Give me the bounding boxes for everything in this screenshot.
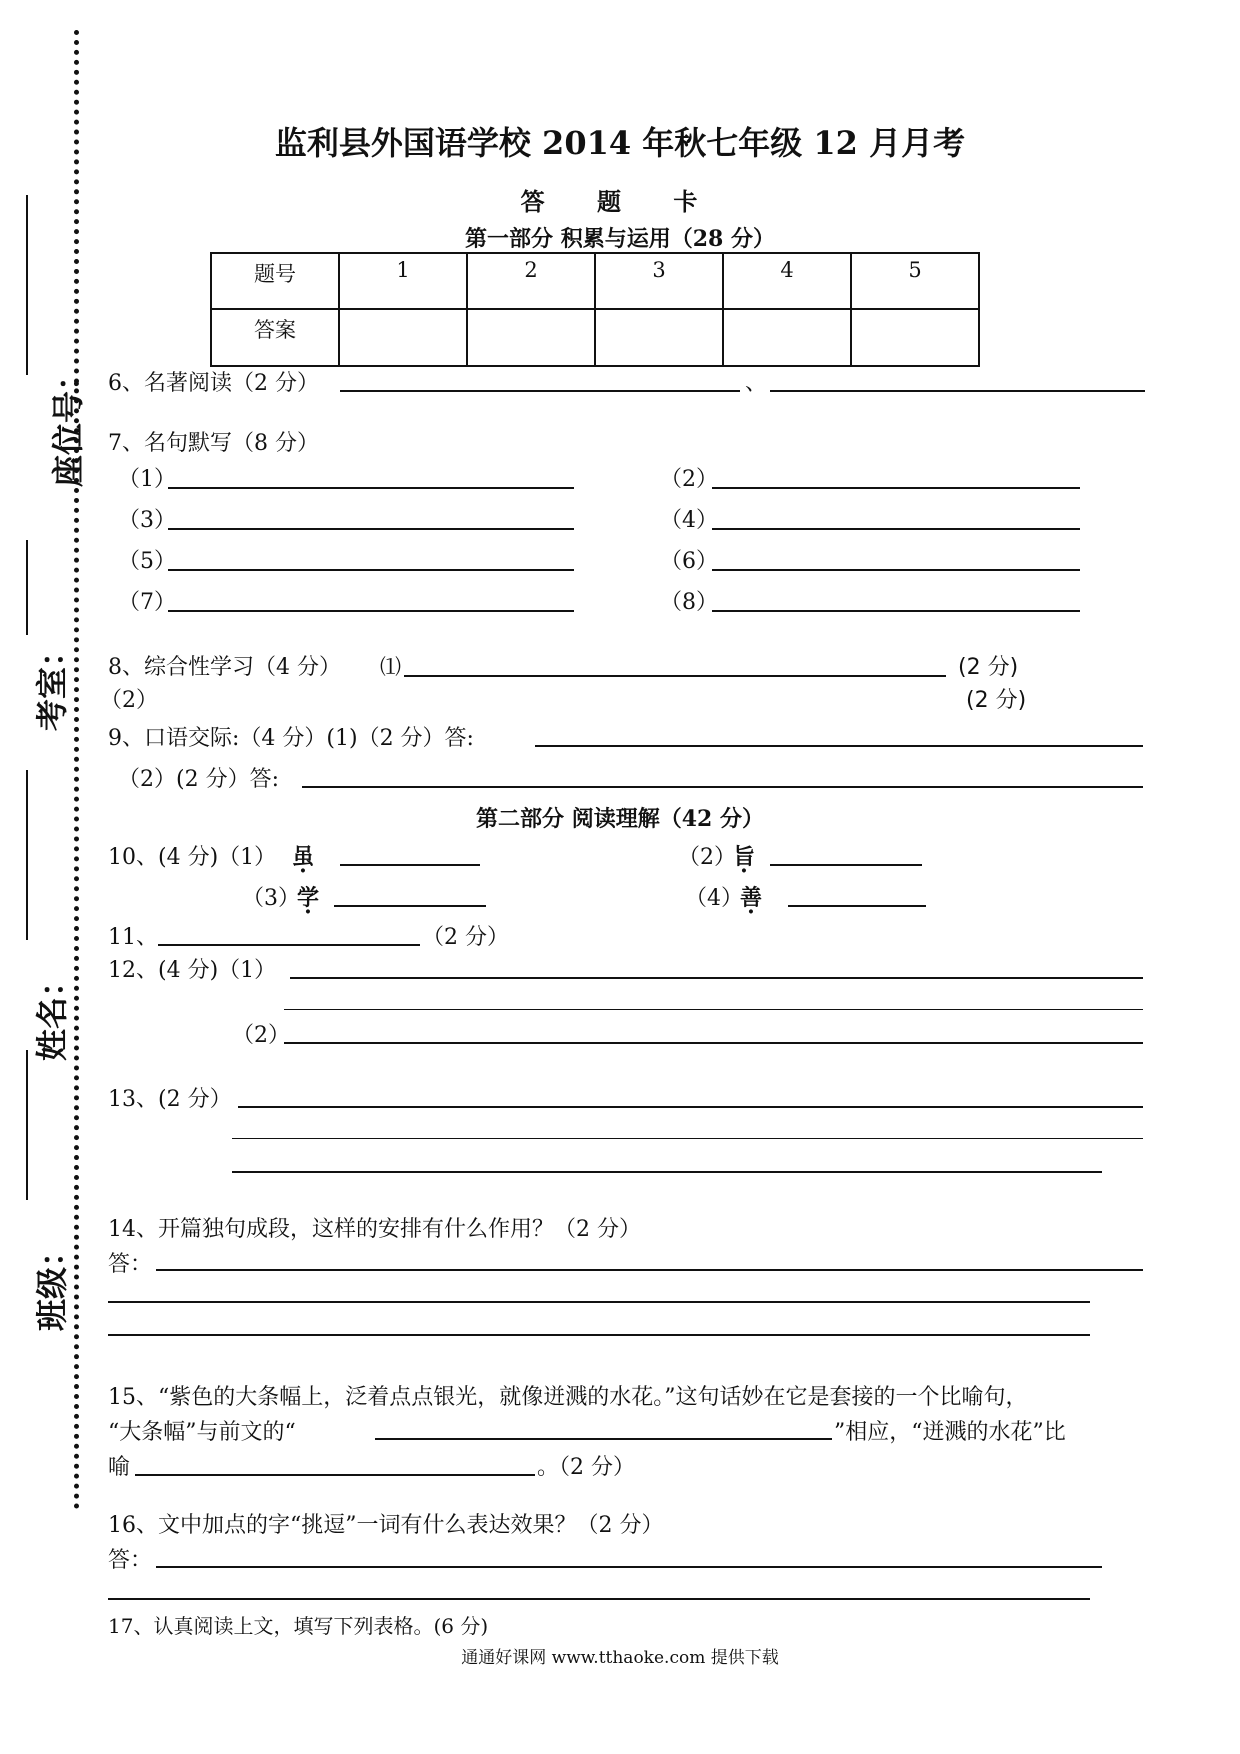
q12-label: 12、(4 分)（1） [108, 958, 277, 983]
q8-answer-line-1[interactable] [404, 675, 946, 677]
table-row [211, 309, 979, 366]
q14-answer-line-2[interactable] [108, 1301, 1090, 1303]
part1-heading: 第一部分 积累与运用（28 分） [465, 226, 775, 252]
q15-text-line-2a: “大条幅”与前文的“ [108, 1420, 296, 1445]
q15-text-line-2b: ”相应，“迸溅的水花”比 [834, 1420, 1066, 1445]
q7-line-8[interactable] [712, 610, 1080, 612]
table-header-cell: 4 [723, 253, 851, 309]
q15-text-line-3b: 。（2 分） [537, 1455, 635, 1480]
q11-answer-line[interactable] [158, 944, 420, 946]
q10-char-3: 学 [297, 885, 320, 911]
q13-answer-line-1[interactable] [238, 1106, 1143, 1108]
q10-answer-line-1[interactable] [340, 864, 480, 866]
q17-label: 17、认真阅读上文，填写下列表格。(6 分) [108, 1614, 489, 1638]
q14-answer-label: 答： [108, 1252, 153, 1277]
q7-item-label: （5） [118, 549, 176, 574]
q15-text-line-3a: 喻 [108, 1455, 131, 1480]
q11-label: 11、 [108, 925, 158, 950]
q6-separator: 、 [745, 371, 768, 396]
part2-heading: 第二部分 阅读理解（42 分） [476, 806, 764, 832]
q7-item-label: （4） [660, 508, 718, 533]
page-title: 监利县外国语学校 2014 年秋七年级 12 月月考 [274, 124, 966, 162]
answer-cell-1[interactable] [339, 309, 467, 366]
answer-cell-5[interactable] [851, 309, 979, 366]
name-field[interactable] [26, 770, 28, 940]
name-label: 姓名： [33, 964, 72, 1062]
q9-answer-line-2[interactable] [302, 786, 1143, 788]
q7-item-label: （3） [118, 508, 176, 533]
q9-answer-line-1[interactable] [535, 745, 1143, 747]
q7-item-label: （1） [118, 467, 176, 492]
q7-line-7[interactable] [168, 610, 574, 612]
q10-char-1: 虽 [292, 844, 315, 870]
q12-answer-line-1b[interactable] [284, 1009, 1143, 1010]
q10-answer-line-3[interactable] [334, 905, 486, 907]
table-header-cell: 2 [467, 253, 595, 309]
q16-answer-line-2[interactable] [108, 1598, 1090, 1600]
q12-item-2-label: （2） [232, 1023, 290, 1048]
q7-line-6[interactable] [712, 569, 1080, 571]
answer-table [210, 252, 980, 367]
q9-item-1-label: 9、口语交际:（4 分）(1)（2 分）答: [108, 726, 474, 751]
q7-label: 7、名句默写（8 分） [108, 431, 319, 456]
q6-label: 6、名著阅读（2 分） [108, 371, 319, 396]
q7-item-label: （8） [660, 590, 718, 615]
q12-answer-line-1[interactable] [290, 977, 1143, 979]
class-label: 班级： [33, 1234, 72, 1332]
q12-answer-line-2[interactable] [284, 1042, 1143, 1044]
table-header-cell: 5 [851, 253, 979, 309]
q15-text-line-1: 15、“紫色的大条幅上，泛着点点银光，就像迸溅的水花。”这句话妙在它是套接的一个比喻句， [108, 1385, 1028, 1410]
q7-line-4[interactable] [712, 528, 1080, 530]
q7-line-5[interactable] [168, 569, 574, 571]
q7-line-1[interactable] [168, 487, 574, 489]
q9-item-2-label: （2）(2 分）答: [118, 767, 279, 792]
q7-line-2[interactable] [712, 487, 1080, 489]
q10-answer-line-2[interactable] [770, 864, 922, 866]
q10-item-2-label: （2） [678, 845, 736, 870]
q6-answer-line-2[interactable] [770, 390, 1145, 392]
q7-item-label: （7） [118, 590, 176, 615]
answer-cell-2[interactable] [467, 309, 595, 366]
q8-item-2-label: （2） [100, 688, 158, 713]
class-field[interactable] [26, 1050, 28, 1200]
q7-line-3[interactable] [168, 528, 574, 530]
q13-label: 13、(2 分） [108, 1087, 232, 1112]
q16-label: 16、文中加点的字“挑逗”一词有什么表达效果？（2 分） [108, 1513, 664, 1538]
page-subtitle: 答 题 卡 [520, 187, 720, 216]
q10-char-2: 旨 [733, 844, 756, 870]
q16-answer-label: 答： [108, 1548, 153, 1573]
answer-cell-4[interactable] [723, 309, 851, 366]
page-footer: 通通好课网 www.tthaoke.com 提供下载 [461, 1648, 779, 1668]
q8-item-1-label: ⑴ [380, 655, 401, 679]
table-row [211, 253, 979, 309]
table-header-cell: 题号 [211, 253, 339, 309]
answer-cell-3[interactable] [595, 309, 723, 366]
q8-label: 8、综合性学习（4 分） [108, 655, 341, 680]
q10-answer-line-4[interactable] [788, 905, 926, 907]
q13-answer-line-2[interactable] [232, 1138, 1143, 1139]
q10-item-4-label: （4） [685, 886, 743, 911]
q8-score-1: (2 分) [958, 655, 1019, 680]
q16-answer-line-1[interactable] [156, 1566, 1102, 1568]
q10-char-4: 善 [740, 885, 763, 911]
q15-answer-line-1[interactable] [375, 1438, 832, 1440]
q10-label: 10、(4 分)（1） [108, 845, 277, 870]
q7-item-label: （2） [660, 467, 718, 492]
seat-number-label: 座位号： [49, 358, 88, 488]
q8-score-2: (2 分) [966, 688, 1027, 713]
table-row-label: 答案 [211, 309, 339, 366]
exam-room-label: 考室： [33, 634, 72, 732]
q10-item-3-label: （3） [242, 886, 300, 911]
table-header-cell: 3 [595, 253, 723, 309]
q11-score: （2 分） [422, 925, 509, 950]
q15-answer-line-2[interactable] [135, 1474, 535, 1476]
q14-answer-line-3[interactable] [108, 1334, 1090, 1336]
q13-answer-line-3[interactable] [232, 1171, 1102, 1173]
q6-answer-line-1[interactable] [340, 390, 740, 392]
exam-room-field[interactable] [26, 540, 28, 635]
q7-item-label: （6） [660, 549, 718, 574]
table-header-cell: 1 [339, 253, 467, 309]
q14-answer-line-1[interactable] [156, 1269, 1143, 1271]
q14-label: 14、开篇独句成段，这样的安排有什么作用？（2 分） [108, 1217, 641, 1242]
